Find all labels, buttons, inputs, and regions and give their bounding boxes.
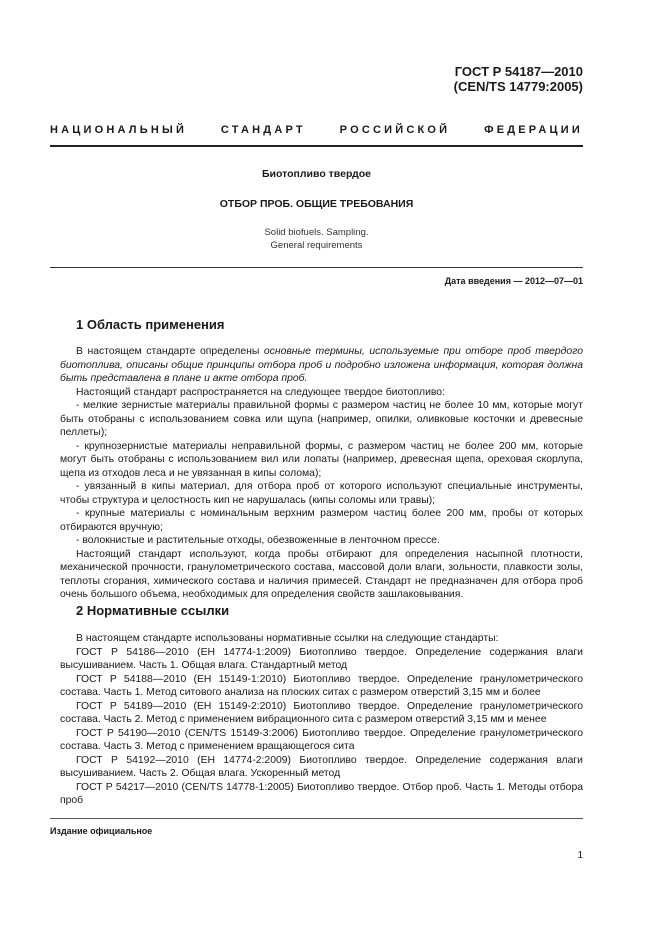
banner-word: СТАНДАРТ xyxy=(220,124,306,136)
list-item: - крупные материалы с номинальным верхним размером частиц более 200 мм, пробы от которых отбираются вручную; xyxy=(60,508,583,533)
title-divider xyxy=(50,267,583,268)
introduction-date: Дата введения — 2012—07—01 xyxy=(444,276,583,286)
section-2-body xyxy=(60,632,583,808)
standard-number: ГОСТ Р 54187—2010 xyxy=(454,64,583,79)
edition-note: Издание официальное xyxy=(50,826,153,836)
list-item: - увязанный в кипы материал, для отбора проб от которого используют специальные инструменты, чтобы структура и целостность кип не нарушалась (кипы соломы или травы); xyxy=(60,481,583,506)
reference-item: ГОСТ Р 54188—2010 (ЕН 15149-1:2010) Биотопливо твердое. Определение гранулометрического состава. Часть 1. Метод ситового анализа на плоских ситах с размером отверстий 3,15 мм и более xyxy=(60,673,583,698)
standard-designation xyxy=(454,64,583,94)
list-item: - мелкие зернистые материалы правильной формы с размером частиц не более 10 мм, которые могут быть отобраны с использованием совка или щупа (например, опилки, оливковые косточки и древесные пеллеты); xyxy=(60,400,583,438)
reference-item: ГОСТ Р 54189—2010 (ЕН 15149-2:2010) Биотопливо твердое. Определение гранулометрического состава. Часть 2. Метод с применением вибрационного сита с размером отверстий 3,15 мм и менее xyxy=(60,700,583,725)
paragraph: В настоящем стандарте использованы нормативные ссылки на следующие стандарты: xyxy=(76,633,499,644)
list-item: - волокнистые и растительные отходы, обезвоженные в ленточном прессе. xyxy=(76,535,440,546)
footer-divider xyxy=(50,818,583,819)
title-subject: Биотопливо твердое xyxy=(261,168,372,180)
national-standard-banner xyxy=(50,124,583,136)
banner-word: ФЕДЕРАЦИИ xyxy=(484,124,583,136)
section-2-heading: 2 Нормативные ссылки xyxy=(76,603,230,618)
section-1-heading: 1 Область применения xyxy=(76,317,225,332)
paragraph-italic: основные термины, используемые при отборе проб твердого биотоплива, описаны общие принципы отбора проб и подробно изложена информация, которая должна быть представлена в плане и акте отбора проб. xyxy=(60,346,583,384)
title-english xyxy=(50,226,583,252)
reference-item: ГОСТ Р 54217—2010 (CEN/TS 14778-1:2005) Биотопливо твердое. Отбор проб. Часть 1. Методы отбора проб xyxy=(60,781,583,806)
reference-item: ГОСТ Р 54190—2010 (CEN/TS 15149-3:2006) Биотопливо твердое. Определение гранулометрического состава. Часть 3. Метод с применением вращающегося сита xyxy=(60,727,583,752)
reference-item: ГОСТ Р 54186—2010 (ЕН 14774-1:2009) Биотопливо твердое. Определение содержания влаги высушиванием. Часть 1. Общая влага. Стандартный метод xyxy=(60,646,583,671)
title-english-line: General requirements xyxy=(270,240,363,251)
paragraph: Настоящий стандарт распространяется на следующее твердое биотопливо: xyxy=(76,386,445,398)
title-main: ОТБОР ПРОБ. ОБЩИЕ ТРЕБОВАНИЯ xyxy=(219,198,414,210)
banner-word: РОССИЙСКОЙ xyxy=(339,124,451,136)
paragraph xyxy=(60,345,583,386)
paragraph-text: В настоящем стандарте определены xyxy=(76,346,264,357)
top-divider xyxy=(50,145,583,147)
banner-word: НАЦИОНАЛЬНЫЙ xyxy=(50,124,188,136)
title-english-line: Solid biofuels. Sampling. xyxy=(264,227,369,238)
page-number: 1 xyxy=(577,850,583,861)
reference-item: ГОСТ Р 54192—2010 (ЕН 14774-2:2009) Биотопливо твердое. Определение содержания влаги высушиванием. Часть 2. Общая влага. Ускоренный метод xyxy=(60,754,583,779)
standard-equivalent: (CEN/TS 14779:2005) xyxy=(453,79,583,94)
paragraph: Настоящий стандарт используют, когда пробы отбирают для определения насыпной плотности, механической прочности, гранулометрического состава, массовой доли влаги, зольности, плавкости золы, теплоты сгорания, химического состава и наличия примесей. Стандарт не предназначен для отбора проб очень большого объема, необходимых для определения свойств зашлаковывания. xyxy=(60,548,583,600)
section-1-body xyxy=(60,345,583,602)
list-item: - крупнозернистые материалы неправильной формы, с размером частиц не более 200 мм, которые могут быть отобраны с использованием вил или лопаты (например, древесная щепа, ореховая скорлупа, щепа из отходов леса и не увязанная в кипы солома); xyxy=(60,440,583,479)
